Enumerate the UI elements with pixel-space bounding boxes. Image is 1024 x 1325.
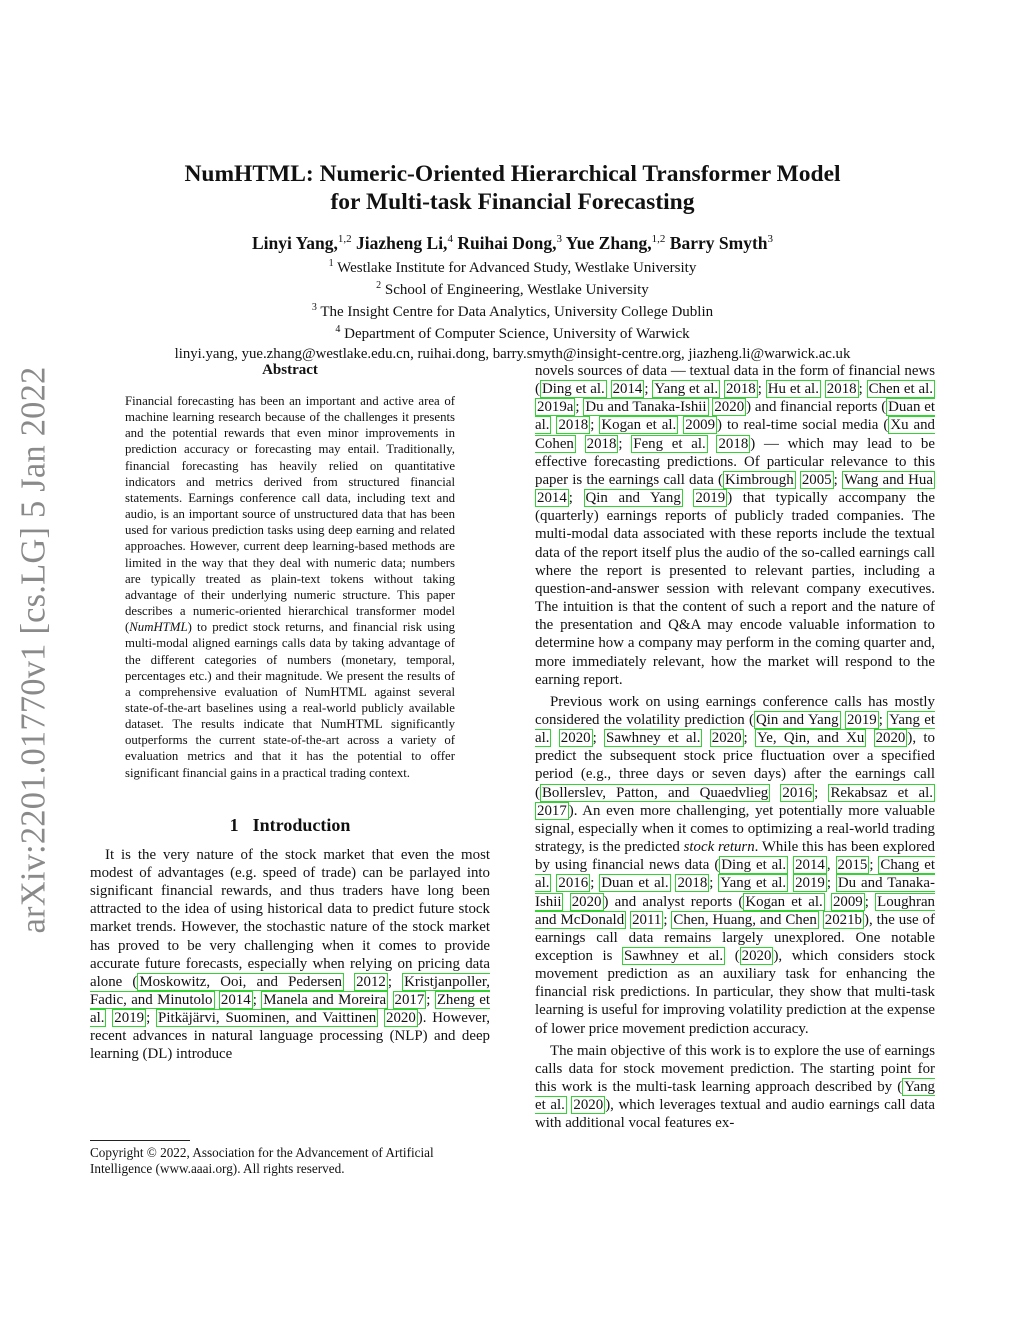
- arxiv-stamp: [8, 366, 60, 934]
- affiliation: $^1$ Westlake Institute for Advanced Study, Westlake University: [328, 257, 697, 276]
- arxiv-stamp-text: arXiv:2201.01770v1 [cs.LG] 5 Jan 2022: [14, 366, 53, 934]
- citation-link[interactable]: Bollerslev, Patton, and Quaedvlieg: [541, 784, 769, 801]
- citation-link[interactable]: Kimbrough: [724, 471, 794, 488]
- citation-link[interactable]: 2020: [714, 399, 745, 416]
- citation-link[interactable]: 2021b: [824, 911, 862, 928]
- citation-link[interactable]: Sawhney et al.: [606, 730, 701, 747]
- affiliation: $^3$ The Insight Centre for Data Analytics, University College Dublin: [311, 302, 714, 321]
- body-paragraph: The main objective of this work is to explore the use of earnings calls data for stock movement prediction. The starting point for this work is the multi-task learning approach described by ( Yang et al. 2020 ), which leverages textual and audio earnings call data with additional vocal features ex-: [535, 1042, 935, 1132]
- abstract-heading: Abstract: [262, 362, 318, 378]
- citation-link[interactable]: 2005: [801, 471, 832, 488]
- body-paragraph: Previous work on using earnings conference calls has mostly considered the volatility prediction ( Qin and Yang 2019 ; Yang et al. 2020 ; Sawhney et al. 2020 ; Ye, Qin, and Xu 2020 ), to predict the subsequent stock price fluctuation over a specified period (e.g., three days or seven days) after the earnings call ( Bollerslev, Patton, and Quaedvlieg 2016 ; Rekabsaz et al. 2017 ). An even more challenging, yet potentially more valuable signal, especially when it comes to optimizing a real-world trading strategy, is the predicted stock return. While this has been explored by using financial news data ( Ding et al. 2014 , 2015 ; Chang et al. 2016 ; Duan et al. 2018 ; Yang et al. 2019 ; Du and Tanaka-Ishii 2020 ) and analyst reports ( Kogan et al. 2009 ; Loughran and McDonald 2011 ; Chen, Huang, and Chen 2021b ), the use of earnings call data remains largely unexplored. One notable exception is Sawhney et al. ( 2020 ), which considers stock movement prediction as an auxiliary task for enhancing the financial risk predictions. In particular, they show that multi-task learning is useful for improving volatility prediction at the expense of lower price movement prediction accuracy.: [535, 693, 936, 1037]
- paper-title: [90, 160, 935, 216]
- citation-link[interactable]: 2018: [586, 435, 617, 452]
- citation-link[interactable]: Qin and Yang: [755, 711, 839, 728]
- citation-link[interactable]: Sawhney et al.: [624, 948, 724, 964]
- citation-link[interactable]: 2009: [832, 893, 863, 910]
- citation-link[interactable]: 2019: [846, 711, 877, 728]
- footnote-rule: [90, 1140, 190, 1141]
- citation-link[interactable]: Rekabsaz et al.: [830, 784, 933, 801]
- citation-link[interactable]: Kogan et al.: [601, 417, 677, 434]
- citation-link[interactable]: Pitkäjärvi, Suominen, and Vaittinen: [158, 1010, 377, 1027]
- citation-link[interactable]: Zheng et al.: [90, 992, 490, 1027]
- title-line-2: for Multi-task Financial Forecasting: [330, 189, 695, 215]
- copyright-footnote: [90, 1140, 490, 1177]
- citation-link[interactable]: Hu et al.: [767, 381, 819, 398]
- author: Jiazheng Li,$^4$: [356, 232, 453, 253]
- section-heading-introduction: 1 Introduction: [229, 814, 351, 835]
- citation-link[interactable]: 2020: [711, 730, 742, 747]
- citation-link[interactable]: 2019: [114, 1010, 145, 1027]
- citation-link[interactable]: 2015: [837, 857, 868, 874]
- citation-link[interactable]: Qin and Yang: [585, 490, 681, 507]
- citation-link[interactable]: 2011: [632, 911, 662, 928]
- citation-link[interactable]: Ding et al.: [721, 857, 787, 874]
- citation-link[interactable]: 2014: [537, 490, 567, 507]
- citation-link[interactable]: Xu and Cohen: [535, 417, 935, 452]
- citation-link[interactable]: 2019a: [537, 399, 574, 416]
- citation-link[interactable]: 2016: [558, 875, 589, 892]
- citation-link[interactable]: 2020: [875, 730, 906, 747]
- affiliation: $^4$ Department of Computer Science, University of Warwick: [335, 324, 690, 343]
- citation-link[interactable]: 2019: [695, 490, 726, 507]
- citation-link[interactable]: 2017: [394, 992, 425, 1008]
- citation-link[interactable]: 2018: [718, 435, 749, 452]
- author: Yue Zhang,$^{1,2}$: [565, 232, 666, 253]
- affiliation: $^2$ School of Engineering, Westlake University: [376, 280, 649, 299]
- citation-link[interactable]: 2014: [612, 381, 643, 398]
- citation-link[interactable]: Ye, Qin, and Xu: [757, 730, 865, 747]
- citation-link[interactable]: 2017: [537, 802, 567, 819]
- body-paragraph: novels sources of data — textual data in the form of financial news ( Ding et al. 2014 ; Yang et al. 2018 ; Hu et al. 2018 ; Chen et al. 2019a ; Du and Tanaka-Ishii 2020 ) and financial reports ( Duan et al. 2018 ; Kogan et al. 2009 ) to real-time social media ( Xu and Cohen 2018 ; Feng et al. 2018 ) — which may lead to be effective forecasting predictions. Of particular relevance to this paper is the earnings call data ( Kimbrough 2005 ; Wang and Hua 2014 ; Qin and Yang 2019 ) that typically accompany the (quarterly) earnings reports of publicly traded companies. The multi-modal data associated with these reports include the textual data of the report itself plus the audio of the so-called earnings call where the report is presented to relevant parties, including a question-and-answer session with relevant company executives. The intuition is that the content of such a report and the nature of the presentation and Q&A may encode valuable information to determine how a company may perform in the coming quarter and, more immediately relevant, how the market will respond to the earning report.: [535, 363, 935, 688]
- citation-link[interactable]: 2020: [386, 1010, 416, 1027]
- citation-link[interactable]: 2018: [677, 875, 708, 892]
- citation-link[interactable]: Kristjanpoller, Fadic, and Minutolo: [90, 973, 490, 1008]
- citation-link[interactable]: Yang et al.: [535, 1079, 935, 1114]
- citation-link[interactable]: Duan et al.: [601, 875, 669, 892]
- author-list: [90, 227, 935, 255]
- intro-paragraph: It is the very nature of the stock market that even the most modest of advantages (e.g. speed of trade) can be parlayed into significant financial rewards, and thus traders have long been attracted to the idea of using historical data to predict future stock market trends. However, the stochastic nature of the stock market has proved to be very challenging when it comes to provide accurate future forecasts, especially when relying on pricing data alone ( Moskowitz, Ooi, and Pedersen 2012 ; Kristjanpoller, Fadic, and Minutolo 2014 ; Manela and Moreira 2017 ; Zheng et al. 2019 ; Pitkäjärvi, Suominen, and Vaittinen 2020 ). However, recent advances in natural language processing (NLP) and deep learning (DL) introduce: [90, 846, 490, 1063]
- citation-link[interactable]: Duan et al.: [535, 399, 935, 434]
- author-emails: linyi.yang, yue.zhang@westlake.edu.cn, ruihai.dong, barry.smyth@insight-centre.org, jiazheng.li@warwick.ac.uk: [174, 345, 851, 362]
- citation-link[interactable]: Ding et al.: [541, 381, 605, 398]
- paper-header: [90, 160, 935, 363]
- citation-link[interactable]: 2016: [782, 784, 813, 801]
- abstract-body: Financial forecasting has been an important and active area of machine learning research because of the challenges it presents and the potential rewards that even minor improvements in prediction accuracy or forecasting may entail. Traditionally, financial forecasting has heavily relied on quantitative indicators and metrics derived from structured financial statements. Earnings conference call data, including text and audio, is an important source of unstructured data that has been used for various prediction tasks using deep earning and related approaches. However, current deep learning-based methods are limited in the way that they deal with numeric data; numbers are typically treated as plain-text tokens without taking advantage of their underlying numeric structure. This paper describes a numeric-oriented hierarchical transformer model (NumHTML) to predict stock returns, and financial risk using multi-modal aligned earnings calls data by taking advantage of the different categories of numbers (monetary, temporal, percentages etc.) and their magnitude. We present the results of a comprehensive evaluation of NumHTML against several state-of-the-art baselines using a real-world publicly available dataset. The results indicate that NumHTML significantly outperforms the current state-of-the-art across a variety of evaluation metrics and that it has the potential to offer significant financial gains in a practical trading context.: [125, 394, 455, 780]
- citation-link[interactable]: Chang et al.: [535, 857, 935, 892]
- author: Linyi Yang,$^{1,2}$: [251, 232, 352, 253]
- citation-link[interactable]: Yang et al.: [720, 875, 787, 892]
- citation-link[interactable]: 2014: [795, 857, 825, 874]
- citation-link[interactable]: 2018: [558, 417, 589, 434]
- left-column: [90, 362, 490, 1064]
- citation-link[interactable]: 2020: [741, 948, 772, 964]
- citation-link[interactable]: 2018: [826, 381, 857, 398]
- author: Barry Smyth$^3$: [669, 232, 773, 253]
- footnote-text: Copyright © 2022, Association for the Advancement of Artificial Intelligence (www.aaai.org). All rights reserved.: [90, 1145, 434, 1177]
- right-column: [535, 362, 935, 1133]
- citation-link[interactable]: Chen et al.: [868, 381, 933, 398]
- citation-link[interactable]: 2020: [560, 730, 591, 747]
- citation-link[interactable]: Moskowitz, Ooi, and Pedersen: [139, 973, 342, 990]
- citation-link[interactable]: Yang et al.: [654, 381, 719, 398]
- citation-link[interactable]: Chen, Huang, and Chen: [673, 911, 817, 928]
- citation-link[interactable]: Feng et al.: [633, 435, 706, 452]
- citation-link[interactable]: 2014: [220, 992, 251, 1008]
- citation-link[interactable]: Loughran and McDonald: [535, 893, 935, 928]
- citation-link[interactable]: Manela and Moreira: [263, 992, 387, 1008]
- citation-link[interactable]: Du and Tanaka-Ishii: [535, 875, 935, 910]
- citation-link[interactable]: Du and Tanaka-Ishii: [585, 399, 707, 416]
- citation-link[interactable]: 2012: [356, 973, 386, 990]
- citation-link[interactable]: 2019: [795, 875, 825, 892]
- author: Ruihai Dong,$^3$: [457, 232, 563, 253]
- citation-link[interactable]: Yang et al.: [535, 711, 935, 747]
- citation-link[interactable]: 2020: [571, 893, 602, 910]
- title-line-1: NumHTML: Numeric-Oriented Hierarchical Transformer Model: [184, 161, 841, 187]
- citation-link[interactable]: 2018: [725, 381, 756, 398]
- citation-link[interactable]: 2020: [573, 1097, 604, 1114]
- citation-link[interactable]: 2009: [685, 417, 716, 434]
- citation-link[interactable]: Wang and Hua: [843, 471, 933, 488]
- citation-link[interactable]: Kogan et al.: [745, 893, 823, 910]
